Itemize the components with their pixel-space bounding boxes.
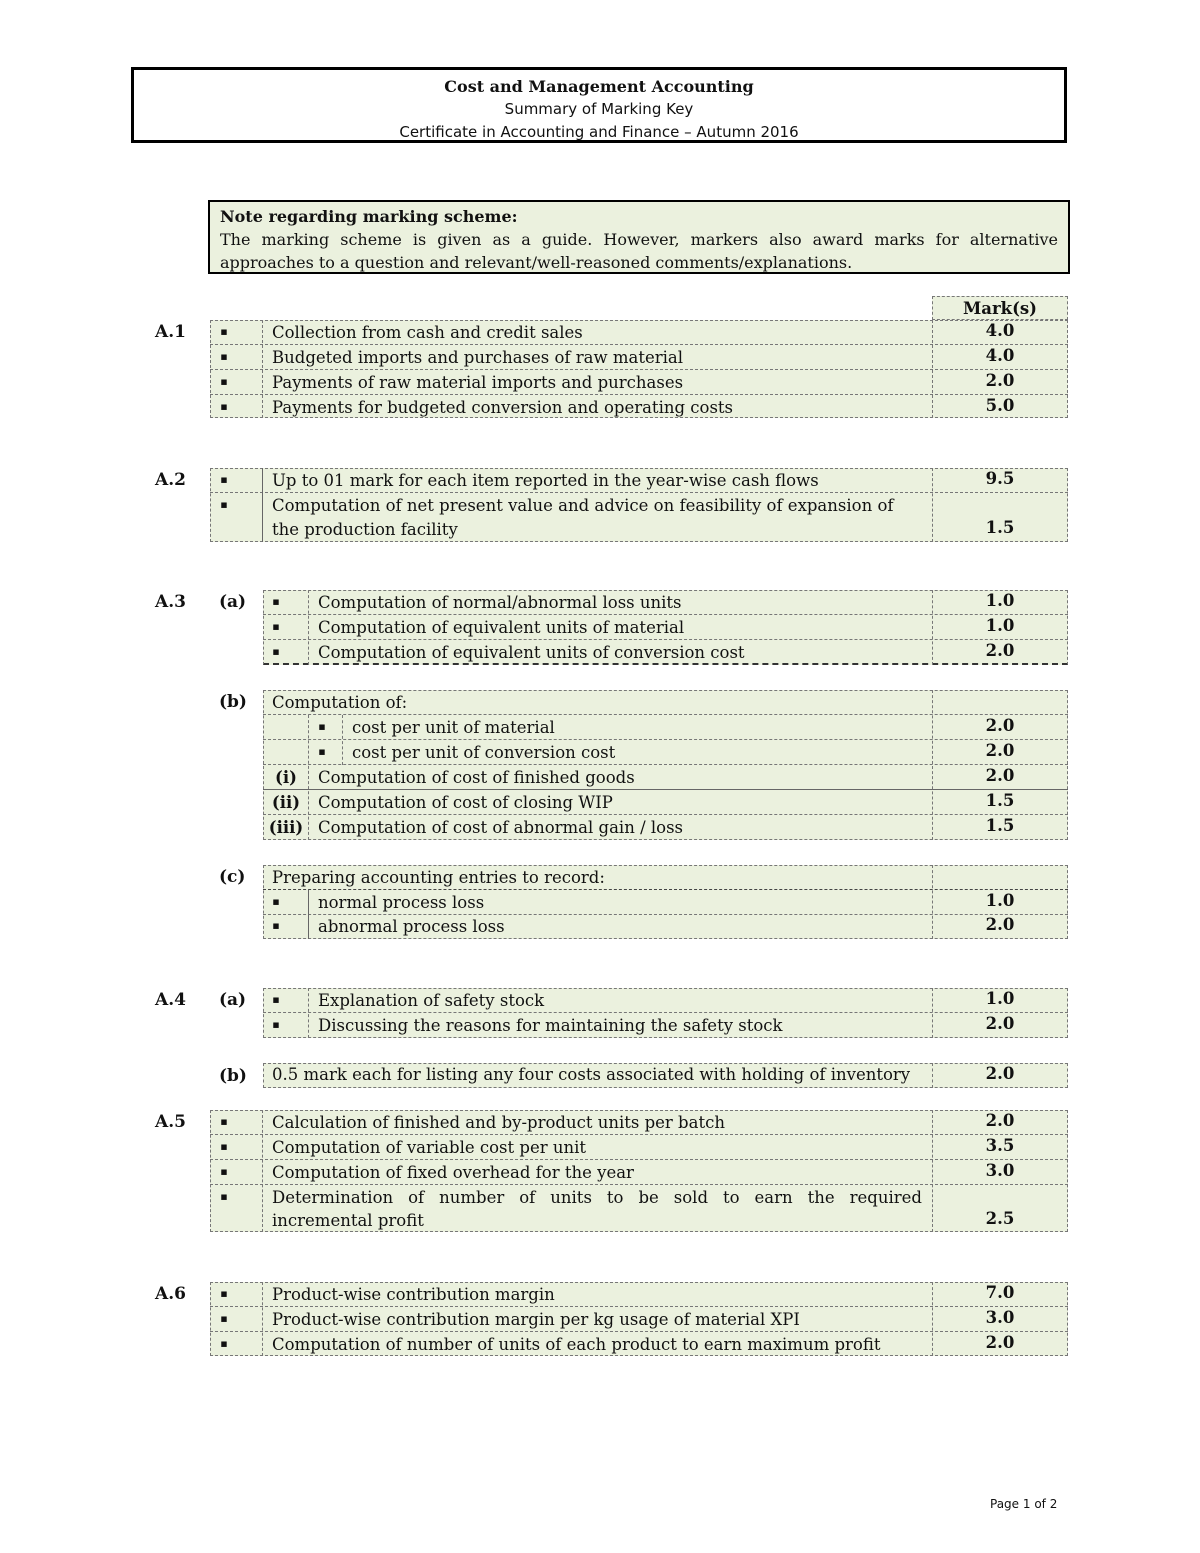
a1-item-4: Payments for budgeted conversion and operating costs: [272, 398, 734, 417]
marks-column-header: Mark(s): [932, 296, 1068, 320]
a4b-mark: 2.0: [985, 1064, 1015, 1083]
a1-item-2: Budgeted imports and purchases of raw material: [272, 348, 684, 367]
a6-mark-1: 7.0: [985, 1283, 1015, 1302]
bullet-icon: ▪: [220, 1165, 228, 1178]
a6-item-3: Computation of number of units of each product to earn maximum profit: [272, 1335, 881, 1354]
bullet-icon: ▪: [272, 595, 280, 608]
a6-item-1: Product-wise contribution margin: [272, 1285, 555, 1304]
bullet-icon: ▪: [220, 1190, 228, 1203]
a5-item-3: Computation of fixed overhead for the year: [272, 1163, 634, 1182]
exam-session: Certificate in Accounting and Finance – Autumn 2016: [399, 123, 799, 141]
bullet-icon: ▪: [220, 1287, 228, 1300]
a3c-mark-2: 2.0: [985, 915, 1015, 934]
bullet-icon: ▪: [272, 620, 280, 633]
a5-mark-4: 2.5: [985, 1209, 1015, 1228]
a6-mark-2: 3.0: [985, 1308, 1015, 1327]
bullet-icon: ▪: [318, 720, 326, 733]
bullet-icon: ▪: [272, 919, 280, 932]
question-label-a4: A.4: [155, 990, 186, 1010]
a4a-item-1: Explanation of safety stock: [318, 991, 545, 1010]
a3a-mark-2: 1.0: [985, 616, 1015, 635]
document-header: [131, 67, 1067, 143]
part-label-a3c: (c): [219, 867, 246, 887]
a5-mark-1: 2.0: [985, 1111, 1015, 1130]
a3b-item-2: Computation of cost of closing WIP: [318, 793, 613, 812]
question-label-a1: A.1: [155, 322, 186, 342]
a3b-sub-mark-1: 2.0: [985, 716, 1015, 735]
a2-mark-1: 9.5: [985, 469, 1015, 488]
bullet-icon: ▪: [220, 400, 228, 413]
note-title: Note regarding marking scheme:: [220, 207, 518, 226]
note-text: The marking scheme is given as a guide. However, markers also award marks for alternative approaches to a question and relevant/well-reasoned comments/explanations.: [220, 230, 1058, 272]
a3b-mark-1: 2.0: [985, 766, 1015, 785]
a4a-mark-2: 2.0: [985, 1014, 1015, 1033]
a3a-mark-1: 1.0: [985, 591, 1015, 610]
bullet-icon: ▪: [272, 993, 280, 1006]
a6-mark-3: 2.0: [985, 1333, 1015, 1352]
a3b-num-2: (ii): [271, 793, 301, 812]
bullet-icon: ▪: [220, 375, 228, 388]
a3a-item-3: Computation of equivalent units of conversion cost: [318, 643, 745, 662]
bullet-icon: ▪: [272, 645, 280, 658]
part-label-a3a: (a): [219, 592, 247, 612]
a3a-mark-3: 2.0: [985, 641, 1015, 660]
question-label-a6: A.6: [155, 1284, 186, 1304]
question-label-a3: A.3: [155, 592, 186, 612]
a5-item-4-line2: incremental profit: [272, 1211, 424, 1230]
part-label-a4a: (a): [219, 990, 247, 1010]
a3a-item-2: Computation of equivalent units of material: [318, 618, 685, 637]
a3b-sub-2: cost per unit of conversion cost: [352, 743, 616, 762]
a1-mark-1: 4.0: [985, 321, 1015, 340]
a3b-sub-1: cost per unit of material: [352, 718, 555, 737]
a1-item-1: Collection from cash and credit sales: [272, 323, 583, 342]
document-subtitle: Summary of Marking Key: [504, 100, 694, 118]
bullet-icon: ▪: [220, 498, 228, 511]
question-label-a2: A.2: [155, 470, 186, 490]
document-title: Cost and Management Accounting: [444, 77, 754, 96]
a4a-item-2: Discussing the reasons for maintaining the safety stock: [318, 1016, 783, 1035]
bullet-icon: ▪: [318, 745, 326, 758]
a5-item-4-line1: Determination of number of units to be sold to earn the required: [272, 1188, 922, 1207]
page-number: Page 1 of 2: [990, 1497, 1058, 1511]
bullet-icon: ▪: [272, 895, 280, 908]
a1-item-3: Payments of raw material imports and purchases: [272, 373, 684, 392]
a3b-num-1: (i): [275, 768, 297, 787]
bullet-icon: ▪: [220, 325, 228, 338]
a3c-item-1: normal process loss: [318, 893, 485, 912]
bullet-icon: ▪: [220, 473, 228, 486]
a4a-mark-1: 1.0: [985, 989, 1015, 1008]
question-label-a5: A.5: [155, 1112, 186, 1132]
a2-item-1: Up to 01 mark for each item reported in the year-wise cash flows: [272, 471, 819, 490]
a3a-item-1: Computation of normal/abnormal loss units: [318, 593, 682, 612]
a3b-intro: Computation of:: [272, 693, 408, 712]
a1-mark-4: 5.0: [985, 396, 1015, 415]
a3c-mark-1: 1.0: [985, 891, 1015, 910]
a5-item-1: Calculation of finished and by-product units per batch: [272, 1113, 725, 1132]
a3c-item-2: abnormal process loss: [318, 917, 505, 936]
bullet-icon: ▪: [220, 1312, 228, 1325]
bullet-icon: ▪: [220, 1115, 228, 1128]
a1-mark-2: 4.0: [985, 346, 1015, 365]
part-label-a4b: (b): [219, 1066, 247, 1086]
bullet-icon: ▪: [220, 1337, 228, 1350]
a3c-intro: Preparing accounting entries to record:: [272, 868, 605, 887]
bullet-icon: ▪: [220, 350, 228, 363]
a1-mark-3: 2.0: [985, 371, 1015, 390]
a3b-mark-2: 1.5: [985, 791, 1015, 810]
a5-mark-3: 3.0: [985, 1161, 1015, 1180]
part-label-a3b: (b): [219, 692, 247, 712]
a6-item-2: Product-wise contribution margin per kg usage of material XPI: [272, 1310, 800, 1329]
a4b-item: 0.5 mark each for listing any four costs associated with holding of inventory: [272, 1065, 911, 1084]
a3b-num-3: (iii): [268, 818, 304, 837]
a2-item-2-line1: Computation of net present value and advice on feasibility of expansion of: [272, 496, 894, 515]
a2-mark-2: 1.5: [985, 518, 1015, 537]
a3b-item-3: Computation of cost of abnormal gain / loss: [318, 818, 684, 837]
a3b-sub-mark-2: 2.0: [985, 741, 1015, 760]
a5-mark-2: 3.5: [985, 1136, 1015, 1155]
a3b-mark-3: 1.5: [985, 816, 1015, 835]
a2-item-2-line2: the production facility: [272, 520, 458, 539]
bullet-icon: ▪: [272, 1018, 280, 1031]
bullet-icon: ▪: [220, 1140, 228, 1153]
a3b-item-1: Computation of cost of finished goods: [318, 768, 635, 787]
marking-note: [208, 200, 1070, 274]
a5-item-2: Computation of variable cost per unit: [272, 1138, 587, 1157]
